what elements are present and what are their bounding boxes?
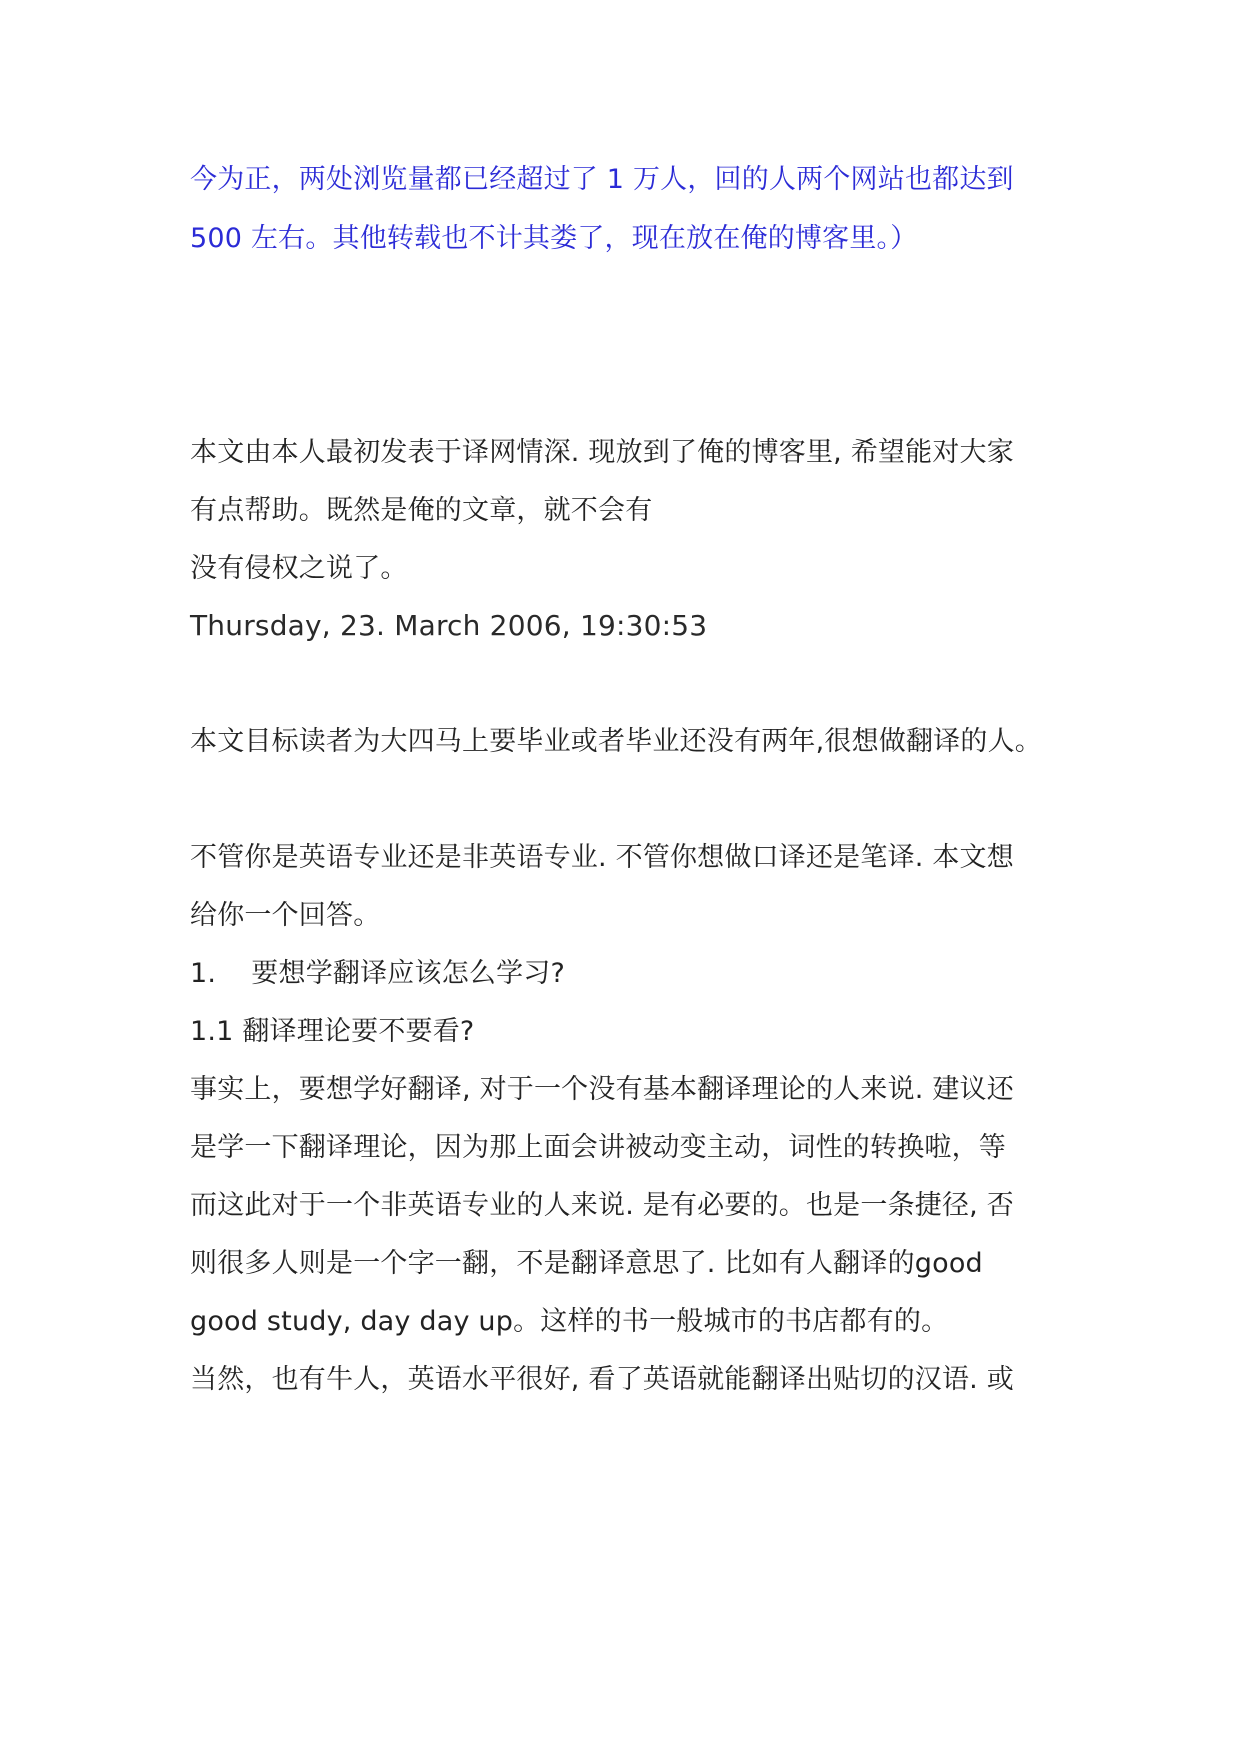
purpose-line-1: 不管你是英语专业还是非英语专业. 不管你想做口译还是笔译. 本文想	[190, 842, 1014, 873]
preface-line-3: 没有侵权之说了。	[190, 553, 408, 584]
paragraph-line-1: 事实上，要想学好翻译, 对于一个没有基本翻译理论的人来说. 建议还	[190, 1074, 1014, 1105]
audience-text: 本文目标读者为大四马上要毕业或者毕业还没有两年,很想做翻译的人。	[190, 726, 1042, 757]
intro-line-1: 今为正，两处浏览量都已经超过了 1 万人，回的人两个网站也都达到	[190, 164, 1014, 195]
paragraph-line-5: good study, day day up。这样的书一般城市的书店都有的。	[190, 1306, 949, 1337]
preface-line-1: 本文由本人最初发表于译网情深. 现放到了俺的博客里, 希望能对大家	[190, 437, 1014, 468]
post-date: Thursday, 23. March 2006, 19:30:53	[190, 609, 708, 642]
paragraph-line-2: 是学一下翻译理论，因为那上面会讲被动变主动，词性的转换啦，等	[190, 1132, 1006, 1163]
purpose-line-2: 给你一个回答。	[190, 900, 381, 931]
paragraph-line-4: 则很多人则是一个字一翻，不是翻译意思了. 比如有人翻译的good	[190, 1248, 983, 1279]
paragraph-line-3: 而这此对于一个非英语专业的人来说. 是有必要的。也是一条捷径, 否	[190, 1190, 1014, 1221]
intro-line-2: 500 左右。其他转载也不计其娄了，现在放在俺的博客里。）	[190, 223, 918, 254]
section-1-heading: 1. 要想学翻译应该怎么学习?	[190, 958, 566, 989]
paragraph-2-line-1: 当然，也有牛人，英语水平很好, 看了英语就能翻译出贴切的汉语. 或	[190, 1364, 1014, 1395]
preface-line-2: 有点帮助。既然是俺的文章，就不会有	[190, 495, 653, 526]
section-1-1-heading: 1.1 翻译理论要不要看?	[190, 1016, 475, 1047]
